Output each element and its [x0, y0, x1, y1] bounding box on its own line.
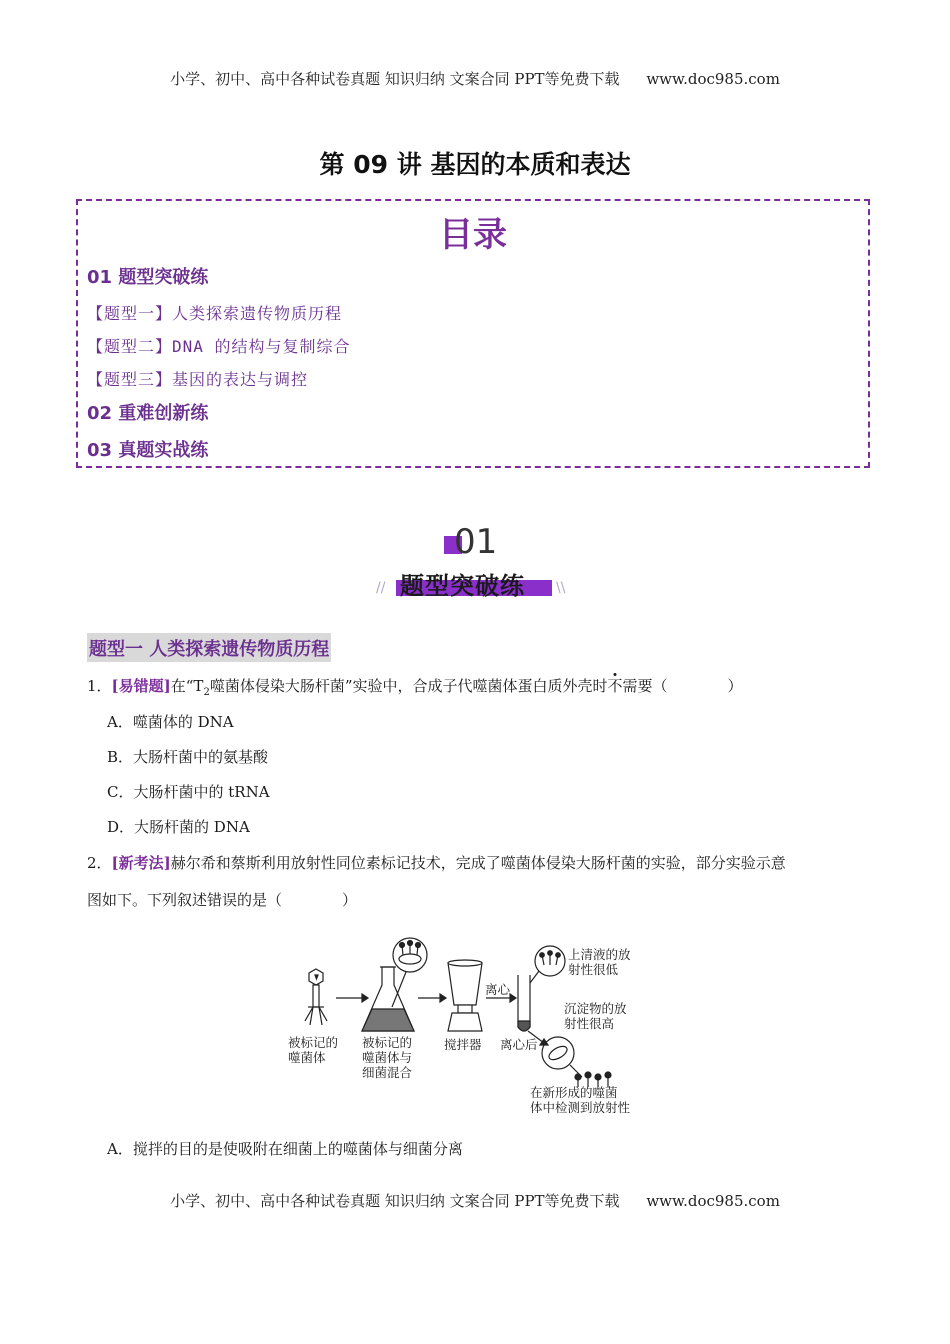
experiment-diagram [282, 935, 662, 1120]
option-a[interactable]: A．噬菌体的 DNA [107, 713, 234, 731]
badge-slash-left: // [376, 580, 386, 596]
footer-site-link[interactable]: www.doc985.com [646, 1192, 780, 1210]
page-footer [0, 1190, 950, 1211]
question-stem: 噬菌体侵染大肠杆菌”实验中，合成子代噬菌体蛋白质外壳时 [209, 677, 608, 695]
toc-item-type-1[interactable]: 【题型一】人类探索遗传物质历程 [87, 304, 343, 323]
section-badge [372, 522, 572, 608]
type-heading: 题型一 人类探索遗传物质历程 [87, 633, 331, 662]
label-pellet: 沉淀物的放 射性很高 [564, 1001, 627, 1031]
page-header [0, 68, 950, 89]
label-supernatant: 上清液的放 射性很低 [568, 947, 631, 977]
label-centrifuge: 离心 [485, 982, 511, 997]
toc-item-section-03[interactable]: 03 真题实战练 [87, 440, 209, 461]
badge-number: 01 [454, 522, 498, 562]
option-b[interactable]: B．大肠杆菌中的氨基酸 [107, 748, 269, 766]
question-2 [87, 852, 786, 873]
question-stem: 在“T [170, 677, 204, 695]
footer-text: 小学、初中、高中各种试卷真题 知识归纳 文案合同 PPT等免费下载 [170, 1192, 620, 1210]
label-after-centrifuge: 离心后 [500, 1037, 538, 1052]
label-phage: 被标记的 噬菌体 [288, 1035, 339, 1065]
badge-text: 题型突破练 [400, 572, 525, 600]
question-stem: 赫尔希和蔡斯利用放射性同位素标记技术，完成了噬菌体侵染大肠杆菌的实验，部分实验示意 [170, 854, 786, 872]
header-text: 小学、初中、高中各种试卷真题 知识归纳 文案合同 PPT等免费下载 [170, 70, 620, 88]
toc-item-section-01[interactable]: 01 题型突破练 [87, 267, 209, 288]
label-mix: 被标记的 噬菌体与 细菌混合 [362, 1035, 413, 1080]
question-tag: [新考法] [111, 854, 171, 872]
question-tag: [易错题] [111, 677, 171, 695]
question-number: 1． [87, 677, 112, 695]
question-number: 2． [87, 854, 112, 872]
toc-item-type-2[interactable]: 【题型二】DNA 的结构与复制综合 [87, 337, 351, 356]
toc-item-section-02[interactable]: 02 重难创新练 [87, 403, 209, 424]
toc-heading: 目录 [439, 215, 507, 255]
emphasis-mark: 不 [607, 677, 623, 695]
question-stem: 需要（ ） [622, 677, 743, 695]
header-site-link[interactable]: www.doc985.com [646, 70, 780, 88]
q2-option-a[interactable]: A．搅拌的目的是使吸附在细菌上的噬菌体与细菌分离 [107, 1140, 463, 1158]
question-1 [87, 675, 743, 698]
question-2-line-2: 图如下。下列叙述错误的是（ ） [87, 891, 358, 909]
option-d[interactable]: D．大肠杆菌的 DNA [107, 818, 250, 836]
page-title: 第 09 讲 基因的本质和表达 [319, 150, 631, 179]
subscript: 2 [203, 687, 210, 698]
option-c[interactable]: C．大肠杆菌中的 tRNA [107, 783, 270, 801]
toc-item-type-3[interactable]: 【题型三】基因的表达与调控 [87, 370, 309, 389]
label-new-phage: 在新形成的噬菌 体中检测到放射性 [530, 1085, 631, 1115]
table-of-contents [76, 199, 870, 468]
badge-slash-right: \\ [556, 580, 566, 596]
label-blender: 搅拌器 [444, 1037, 482, 1052]
